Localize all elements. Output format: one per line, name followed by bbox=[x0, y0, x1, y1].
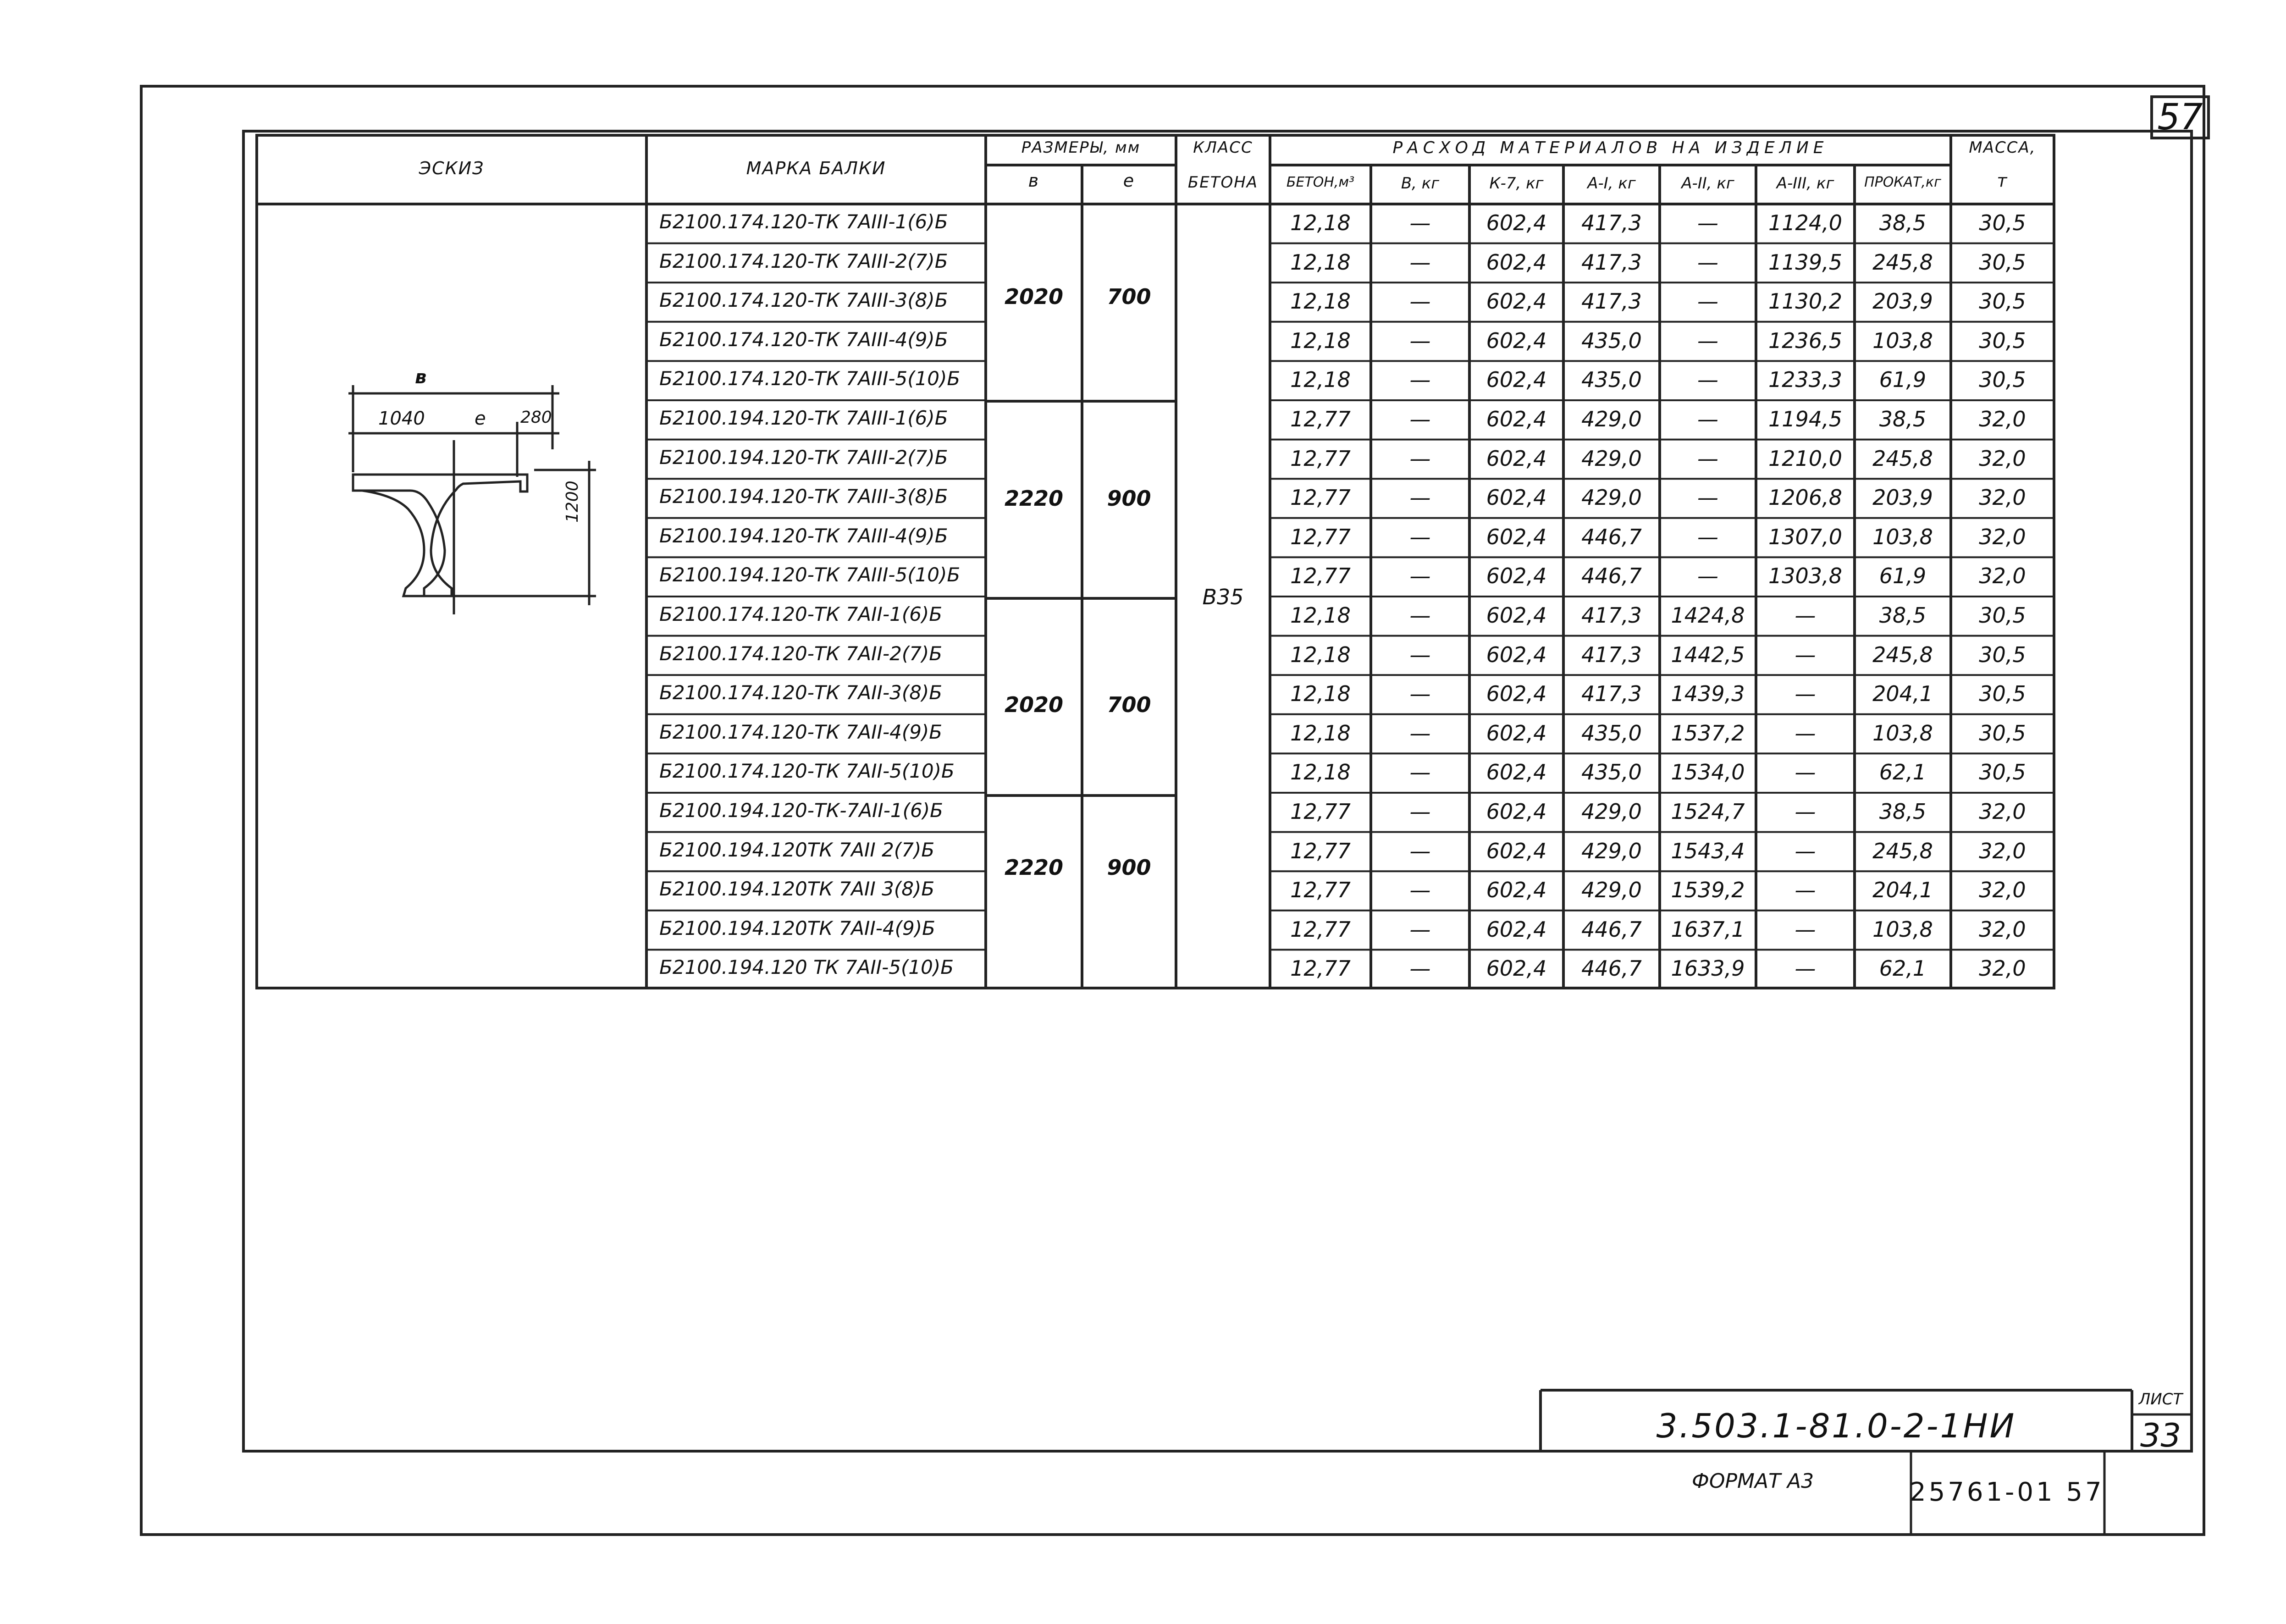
cell-v: — bbox=[1409, 760, 1431, 785]
cell-v: — bbox=[1409, 720, 1431, 746]
document-code: 3.503.1-81.0-2-1НИ bbox=[1656, 1407, 2016, 1445]
cell-a1: 429,0 bbox=[1581, 407, 1642, 431]
cell-v: — bbox=[1409, 210, 1431, 235]
cell-k7: 602,4 bbox=[1486, 563, 1547, 589]
cell-a2: — bbox=[1697, 328, 1718, 353]
cell-a2: 1442,5 bbox=[1671, 642, 1745, 667]
cell-a2: 1633,9 bbox=[1671, 956, 1745, 981]
cell-a2: 1424,8 bbox=[1671, 603, 1745, 628]
cell-v: — bbox=[1409, 603, 1431, 628]
cell-mass: 32,0 bbox=[1979, 799, 2026, 824]
cell-mark: Б2100.194.120-ТК-7АII-1(6)Б bbox=[659, 799, 943, 822]
header-col-rolled: ПРОКАТ,кг bbox=[1864, 174, 1941, 190]
cell-v: — bbox=[1409, 446, 1431, 471]
cell-mass: 32,0 bbox=[1979, 956, 2026, 981]
cell-a1: 435,0 bbox=[1581, 367, 1642, 392]
cell-k7: 602,4 bbox=[1486, 878, 1547, 903]
cell-rolled: 38,5 bbox=[1879, 603, 1927, 628]
cell-a2: — bbox=[1697, 407, 1718, 431]
cell-k7: 602,4 bbox=[1486, 249, 1547, 275]
cell-a3: 1303,8 bbox=[1768, 563, 1842, 589]
cell-a2: 1439,3 bbox=[1671, 681, 1745, 707]
cell-mark: Б2100.194.120ТК 7АII-4(9)Б bbox=[659, 917, 935, 939]
cell-concrete: 12,77 bbox=[1290, 956, 1351, 981]
cell-concrete: 12,77 bbox=[1290, 799, 1351, 824]
cell-concrete: 12,18 bbox=[1290, 642, 1351, 667]
sketch-label-b: в bbox=[415, 367, 427, 388]
cell-mass: 32,0 bbox=[1979, 485, 2026, 510]
cell-k7: 602,4 bbox=[1486, 681, 1547, 707]
cell-a2: — bbox=[1697, 289, 1718, 314]
cell-mass: 30,5 bbox=[1979, 289, 2026, 314]
cell-mark: Б2100.194.120 ТК 7АII-5(10)Б bbox=[659, 956, 954, 979]
cell-k7: 602,4 bbox=[1486, 720, 1547, 746]
cell-a3: 1210,0 bbox=[1768, 446, 1842, 471]
header-consumption: РАСХОД МАТЕРИАЛОВ НА ИЗДЕЛИЕ bbox=[1392, 138, 1828, 157]
cell-k7: 602,4 bbox=[1486, 603, 1547, 628]
header-mass-1: МАССА, bbox=[1969, 138, 2036, 157]
group-3-e: 700 bbox=[1107, 692, 1151, 717]
cell-mass: 30,5 bbox=[1979, 210, 2026, 235]
header-mark: МАРКА БАЛКИ bbox=[746, 158, 886, 178]
cell-k7: 602,4 bbox=[1486, 642, 1547, 667]
cell-mass: 32,0 bbox=[1979, 917, 2026, 942]
sketch-label-280: 280 bbox=[520, 408, 552, 427]
cell-concrete: 12,77 bbox=[1290, 563, 1351, 589]
header-class-2: БЕТОНА bbox=[1187, 173, 1259, 192]
cell-mass: 30,5 bbox=[1979, 681, 2026, 707]
cell-rolled: 103,8 bbox=[1872, 524, 1933, 549]
cell-a1: 417,3 bbox=[1581, 603, 1642, 628]
cell-rolled: 245,8 bbox=[1872, 642, 1933, 667]
cell-a1: 429,0 bbox=[1581, 446, 1642, 471]
cell-v: — bbox=[1409, 642, 1431, 667]
cell-concrete: 12,77 bbox=[1290, 485, 1351, 510]
group-1-b: 2020 bbox=[1004, 284, 1064, 309]
cell-mass: 32,0 bbox=[1979, 563, 2026, 589]
cell-concrete: 12,77 bbox=[1290, 446, 1351, 471]
cell-a1: 429,0 bbox=[1581, 878, 1642, 903]
cell-mass: 30,5 bbox=[1979, 720, 2026, 746]
cell-a1: 446,7 bbox=[1581, 524, 1642, 549]
cell-v: — bbox=[1409, 249, 1431, 275]
sketch-label-1200: 1200 bbox=[563, 481, 582, 523]
cell-v: — bbox=[1409, 407, 1431, 431]
header-dim-e: е bbox=[1123, 171, 1135, 191]
cell-a3: — bbox=[1795, 760, 1816, 785]
header-class-1: КЛАСС bbox=[1193, 138, 1253, 157]
cell-concrete: 12,18 bbox=[1290, 289, 1351, 314]
cell-v: — bbox=[1409, 563, 1431, 589]
cell-mass: 32,0 bbox=[1979, 838, 2026, 863]
cell-mass: 30,5 bbox=[1979, 328, 2026, 353]
header-col-a2: А-II, кг bbox=[1681, 174, 1734, 193]
cell-a3: — bbox=[1795, 603, 1816, 628]
cell-mark: Б2100.174.120-ТК 7АIII-4(9)Б bbox=[659, 328, 948, 351]
sheet-label: ЛИСТ bbox=[2138, 1390, 2183, 1409]
cell-mark: Б2100.194.120-ТК 7АIII-2(7)Б bbox=[659, 446, 948, 469]
cell-a2: — bbox=[1697, 446, 1718, 471]
cell-concrete: 12,18 bbox=[1290, 681, 1351, 707]
cell-v: — bbox=[1409, 917, 1431, 942]
sketch-label-1040: 1040 bbox=[378, 408, 425, 429]
cell-a3: 1236,5 bbox=[1768, 328, 1842, 353]
cell-mark: Б2100.194.120-ТК 7АIII-3(8)Б bbox=[659, 485, 948, 508]
cell-mass: 30,5 bbox=[1979, 367, 2026, 392]
cell-rolled: 103,8 bbox=[1872, 720, 1933, 746]
cell-v: — bbox=[1409, 681, 1431, 707]
cell-concrete: 12,77 bbox=[1290, 524, 1351, 549]
concrete-class-value: В35 bbox=[1202, 585, 1244, 609]
header-dim-b: в bbox=[1028, 171, 1040, 191]
cell-a1: 435,0 bbox=[1581, 720, 1642, 746]
cell-a1: 429,0 bbox=[1581, 838, 1642, 863]
cell-a3: 1130,2 bbox=[1768, 289, 1842, 314]
cell-a3: — bbox=[1795, 720, 1816, 746]
cell-k7: 602,4 bbox=[1486, 485, 1547, 510]
cell-mark: Б2100.174.120-ТК 7АII-5(10)Б bbox=[659, 760, 955, 783]
group-3-b: 2020 bbox=[1004, 692, 1064, 717]
cell-v: — bbox=[1409, 485, 1431, 510]
cell-k7: 602,4 bbox=[1486, 407, 1547, 431]
cell-mark: Б2100.174.120-ТК 7АII-4(9)Б bbox=[659, 720, 943, 743]
cell-mark: Б2100.174.120-ТК 7АIII-5(10)Б bbox=[659, 367, 961, 390]
group-1-e: 700 bbox=[1107, 284, 1151, 309]
cell-a3: 1124,0 bbox=[1768, 210, 1842, 235]
cell-a1: 446,7 bbox=[1581, 917, 1642, 942]
cell-a2: 1537,2 bbox=[1671, 720, 1745, 746]
cell-rolled: 245,8 bbox=[1872, 249, 1933, 275]
format-label: ФОРМАТ А3 bbox=[1692, 1469, 1814, 1493]
cell-concrete: 12,18 bbox=[1290, 249, 1351, 275]
cell-v: — bbox=[1409, 289, 1431, 314]
cell-a2: 1543,4 bbox=[1671, 838, 1745, 863]
cell-concrete: 12,18 bbox=[1290, 210, 1351, 235]
cell-a1: 446,7 bbox=[1581, 956, 1642, 981]
cell-mark: Б2100.194.120-ТК 7АIII-1(6)Б bbox=[659, 407, 948, 429]
cell-k7: 602,4 bbox=[1486, 210, 1547, 235]
cell-v: — bbox=[1409, 367, 1431, 392]
cell-a2: 1539,2 bbox=[1671, 878, 1745, 903]
group-2-e: 900 bbox=[1107, 486, 1151, 511]
cell-rolled: 62,1 bbox=[1879, 760, 1927, 785]
cell-concrete: 12,18 bbox=[1290, 367, 1351, 392]
cell-concrete: 12,18 bbox=[1290, 720, 1351, 746]
cell-a3: — bbox=[1795, 917, 1816, 942]
cell-k7: 602,4 bbox=[1486, 917, 1547, 942]
cell-rolled: 245,8 bbox=[1872, 838, 1933, 863]
cell-k7: 602,4 bbox=[1486, 446, 1547, 471]
cell-a1: 417,3 bbox=[1581, 642, 1642, 667]
cell-rolled: 204,1 bbox=[1872, 878, 1933, 903]
archive-number: 25761-01 57 bbox=[1910, 1477, 2104, 1507]
cell-a1: 435,0 bbox=[1581, 328, 1642, 353]
cell-a2: — bbox=[1697, 249, 1718, 275]
cell-mass: 30,5 bbox=[1979, 642, 2026, 667]
sketch-label-e: е bbox=[475, 408, 486, 429]
cell-concrete: 12,77 bbox=[1290, 838, 1351, 863]
header-sketch: ЭСКИЗ bbox=[419, 158, 485, 178]
cell-mass: 32,0 bbox=[1979, 446, 2026, 471]
cell-a1: 417,3 bbox=[1581, 289, 1642, 314]
cell-v: — bbox=[1409, 524, 1431, 549]
header-col-a1: А-I, кг bbox=[1587, 174, 1636, 193]
cell-rolled: 61,9 bbox=[1879, 367, 1927, 392]
cell-v: — bbox=[1409, 838, 1431, 863]
cell-mass: 30,5 bbox=[1979, 760, 2026, 785]
cell-concrete: 12,18 bbox=[1290, 603, 1351, 628]
cell-a3: 1139,5 bbox=[1768, 249, 1842, 275]
cell-rolled: 38,5 bbox=[1879, 799, 1927, 824]
header-col-v: В, кг bbox=[1401, 174, 1440, 193]
cell-k7: 602,4 bbox=[1486, 524, 1547, 549]
cell-v: — bbox=[1409, 328, 1431, 353]
cell-a2: — bbox=[1697, 210, 1718, 235]
header-col-a3: А-III, кг bbox=[1776, 174, 1834, 193]
cell-rolled: 103,8 bbox=[1872, 917, 1933, 942]
cell-mark: Б2100.174.120-ТК 7АIII-3(8)Б bbox=[659, 289, 948, 312]
header-col-concrete: БЕТОН,м³ bbox=[1286, 174, 1355, 190]
cell-a3: 1307,0 bbox=[1768, 524, 1842, 549]
cell-mass: 32,0 bbox=[1979, 407, 2026, 431]
cell-mass: 30,5 bbox=[1979, 603, 2026, 628]
cell-v: — bbox=[1409, 878, 1431, 903]
cell-mass: 32,0 bbox=[1979, 524, 2026, 549]
cell-concrete: 12,77 bbox=[1290, 407, 1351, 431]
cell-a2: — bbox=[1697, 485, 1718, 510]
cell-a1: 417,3 bbox=[1581, 681, 1642, 707]
cell-rolled: 103,8 bbox=[1872, 328, 1933, 353]
sheet-corner-number: 57 bbox=[2150, 95, 2210, 139]
header-mass-2: т bbox=[1997, 171, 2008, 191]
cell-rolled: 203,9 bbox=[1872, 485, 1933, 510]
group-4-b: 2220 bbox=[1004, 855, 1064, 880]
cell-a3: — bbox=[1795, 878, 1816, 903]
cell-a3: — bbox=[1795, 642, 1816, 667]
cell-a1: 429,0 bbox=[1581, 485, 1642, 510]
cell-a3: — bbox=[1795, 681, 1816, 707]
cell-k7: 602,4 bbox=[1486, 367, 1547, 392]
cell-mark: Б2100.174.120-ТК 7АII-3(8)Б bbox=[659, 681, 943, 704]
cell-mark: Б2100.194.120-ТК 7АIII-5(10)Б bbox=[659, 563, 961, 586]
cell-a1: 417,3 bbox=[1581, 210, 1642, 235]
group-2-b: 2220 bbox=[1004, 486, 1064, 511]
cell-a1: 446,7 bbox=[1581, 563, 1642, 589]
header-dimensions: РАЗМЕРЫ, мм bbox=[1021, 138, 1141, 157]
cell-k7: 602,4 bbox=[1486, 760, 1547, 785]
cell-mass: 30,5 bbox=[1979, 249, 2026, 275]
cell-a3: — bbox=[1795, 838, 1816, 863]
cell-a1: 435,0 bbox=[1581, 760, 1642, 785]
cell-concrete: 12,77 bbox=[1290, 878, 1351, 903]
cell-mark: Б2100.174.120-ТК 7АIII-1(6)Б bbox=[659, 210, 948, 233]
cell-a3: 1206,8 bbox=[1768, 485, 1842, 510]
cell-a3: — bbox=[1795, 956, 1816, 981]
cell-k7: 602,4 bbox=[1486, 956, 1547, 981]
cell-concrete: 12,77 bbox=[1290, 917, 1351, 942]
cell-mass: 32,0 bbox=[1979, 878, 2026, 903]
cell-v: — bbox=[1409, 956, 1431, 981]
group-4-e: 900 bbox=[1107, 855, 1151, 880]
header-col-k7: К-7, кг bbox=[1489, 174, 1544, 193]
cell-mark: Б2100.194.120ТК 7АII 3(8)Б bbox=[659, 878, 935, 900]
cell-rolled: 245,8 bbox=[1872, 446, 1933, 471]
cell-a3: 1194,5 bbox=[1768, 407, 1842, 431]
cell-concrete: 12,18 bbox=[1290, 760, 1351, 785]
cell-mark: Б2100.194.120ТК 7АII 2(7)Б bbox=[659, 838, 935, 861]
cell-rolled: 204,1 bbox=[1872, 681, 1933, 707]
cell-rolled: 203,9 bbox=[1872, 289, 1933, 314]
cell-mark: Б2100.194.120-ТК 7АIII-4(9)Б bbox=[659, 524, 948, 547]
cell-a1: 429,0 bbox=[1581, 799, 1642, 824]
cell-a2: 1637,1 bbox=[1671, 917, 1745, 942]
cell-mark: Б2100.174.120-ТК 7АIII-2(7)Б bbox=[659, 249, 948, 272]
cell-mark: Б2100.174.120-ТК 7АII-2(7)Б bbox=[659, 642, 943, 665]
cell-a2: — bbox=[1697, 524, 1718, 549]
cell-mark: Б2100.174.120-ТК 7АII-1(6)Б bbox=[659, 603, 943, 625]
cell-a2: 1534,0 bbox=[1671, 760, 1745, 785]
cell-concrete: 12,18 bbox=[1290, 328, 1351, 353]
cell-a3: — bbox=[1795, 799, 1816, 824]
cell-k7: 602,4 bbox=[1486, 328, 1547, 353]
cell-a2: 1524,7 bbox=[1671, 799, 1745, 824]
cell-k7: 602,4 bbox=[1486, 838, 1547, 863]
cell-a2: — bbox=[1697, 563, 1718, 589]
cell-a1: 417,3 bbox=[1581, 249, 1642, 275]
cell-rolled: 38,5 bbox=[1879, 407, 1927, 431]
cell-k7: 602,4 bbox=[1486, 799, 1547, 824]
cell-rolled: 62,1 bbox=[1879, 956, 1927, 981]
cell-rolled: 61,9 bbox=[1879, 563, 1927, 589]
cell-a3: 1233,3 bbox=[1768, 367, 1842, 392]
cell-v: — bbox=[1409, 799, 1431, 824]
cell-rolled: 38,5 bbox=[1879, 210, 1927, 235]
sheet-number: 33 bbox=[2140, 1417, 2181, 1454]
cell-a2: — bbox=[1697, 367, 1718, 392]
cell-k7: 602,4 bbox=[1486, 289, 1547, 314]
